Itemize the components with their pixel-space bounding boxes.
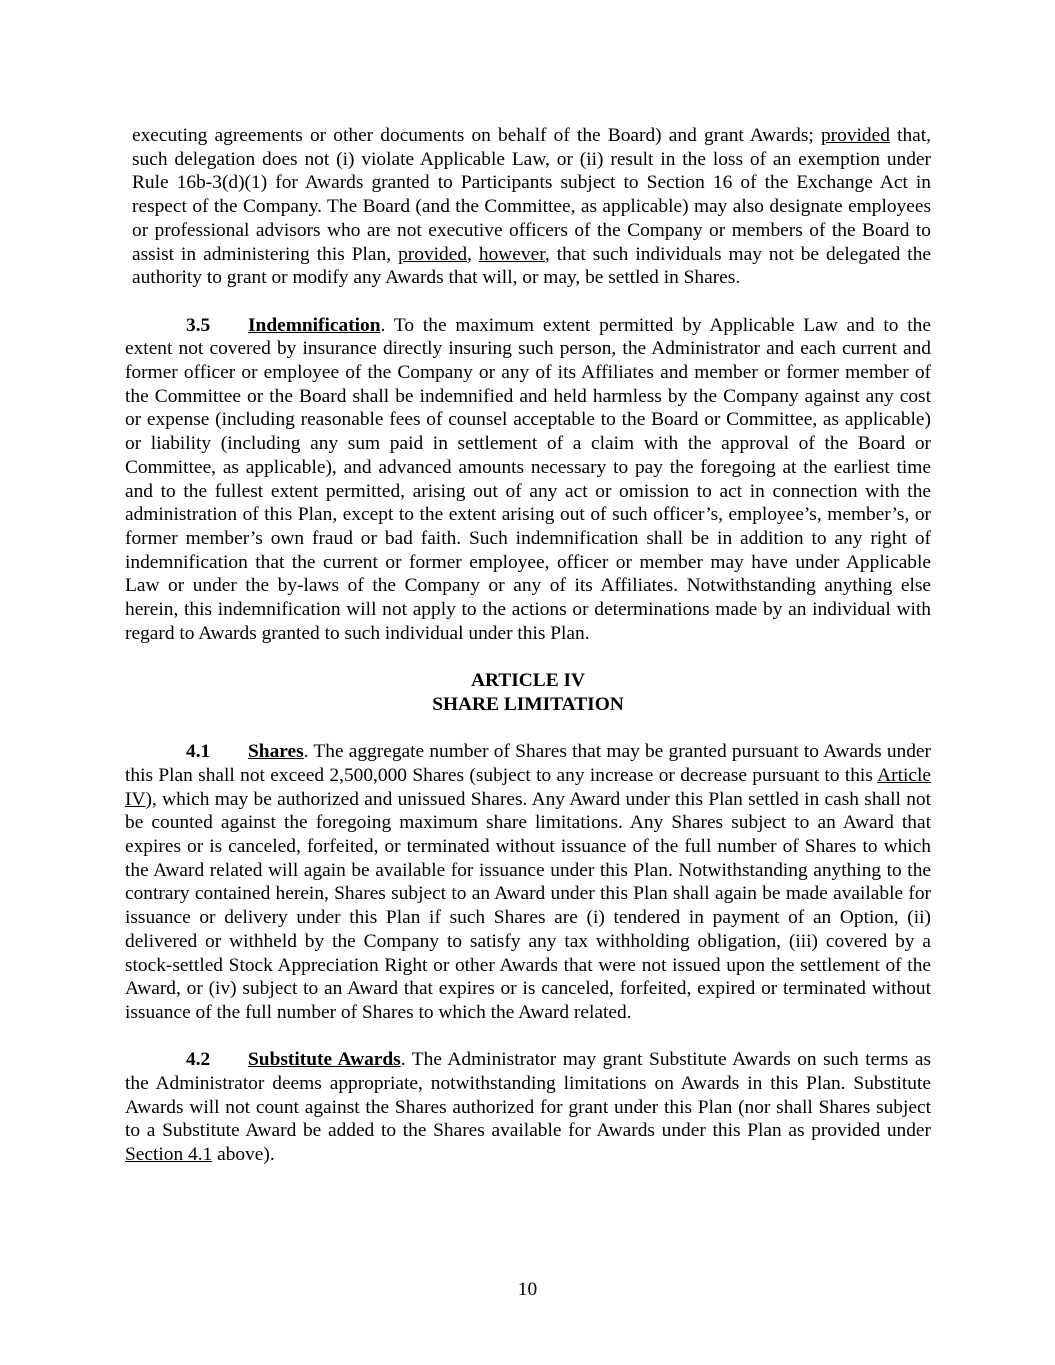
section-body: . The aggregate number of Shares that may be granted pursuant to Awards under this Plan shall not exceed 2,500,000 Shares (subject to any increase or decrease pursuant to this [125, 741, 931, 786]
section-title: Indemnification [248, 314, 381, 336]
section-number: 3.5 [186, 314, 211, 336]
continuation-paragraph [125, 124, 931, 290]
text: , [467, 243, 479, 265]
section-4-1-shares [125, 740, 931, 1024]
provided-term: provided [820, 125, 890, 146]
page-number: 10 [517, 1279, 538, 1300]
section-4-1-link[interactable]: Section 4.1 [125, 1144, 213, 1166]
article-label: ARTICLE IV [470, 670, 586, 692]
section-title: Substitute Awards [248, 1049, 401, 1071]
section-number: 4.1 [186, 741, 211, 763]
section-number: 4.2 [186, 1049, 211, 1071]
section-body: . The Administrator may grant Substitute Awards on such terms as the Administrator deems appropriate, notwithstanding limitations on Awards in this Plan. Substitute Awards will not count against the Shares authorized for grant under this Plan (nor shall Shares subject to a Substitute Award be added to the Shares available for Awards under this Plan as provided under [125, 1049, 931, 1142]
section-body: above). [212, 1144, 275, 1166]
article-heading [125, 669, 931, 716]
section-body: ), which may be authorized and unissued Shares. Any Award under this Plan settled in cash shall not be counted against the foregoing maximum share limitations. Any Shares subject to an Award that expires or is canceled, forfeited, or terminated without issuance of the full number of Shares to which the Award related will again be available for issuance under this Plan. Notwithstanding anything to the contrary contained herein, Shares subject to an Award under this Plan shall again be made available for issuance or delivery under this Plan if such Shares are (i) tendered in payment of an Option, (ii) delivered or withheld by the Company to satisfy any tax withholding obligation, (iii) covered by a stock-settled Stock Appreciation Right or other Awards that were not issued upon the settlement of the Award, or (iv) subject to an Award that expires or is canceled, forfeited, expired or terminated without issuance of the full number of Shares to which the Award related. [125, 788, 931, 1023]
text: that, such delegation does not (i) violate Applicable Law, or (ii) result in the loss of an exemption under Rule 16b-3(d)(1) for Awards granted to Participants subject to Section 16 of the Exchange Act in respect of the Company. The Board (and the Committee, as applicable) may also designate employees or professional advisors who are not executive officers of the Company or members of the Board to assist in administering this Plan, [132, 125, 931, 265]
section-title: Shares [248, 741, 304, 763]
section-4-2-substitute-awards [125, 1048, 931, 1167]
text: executing agreements or other documents on behalf of the Board) and grant Awards; [132, 125, 821, 146]
provided-term: provided [398, 243, 468, 265]
however-term: however [478, 243, 545, 265]
article-title: SHARE LIMITATION [432, 693, 624, 715]
document-page [125, 124, 931, 1191]
article-iv-link[interactable]: Article IV [125, 764, 931, 810]
section-3-5-indemnification [125, 314, 931, 646]
section-body: . To the maximum extent permitted by Applicable Law and to the extent not covered by insurance directly insuring such person, the Administrator and each current and former officer or employee of the Company or any of its Affiliates and member or former member of the Committee or the Board shall be indemnified and held harmless by the Company against any cost or expense (including reasonable fees of counsel acceptable to the Board or Committee, as applicable) or liability (including any sum paid in settlement of a claim with the approval of the Board or Committee, as applicable), and advanced amounts necessary to pay the foregoing at the earliest time and to the fullest extent permitted, arising out of any act or omission to act in connection with the administration of this Plan, except to the extent arising out of such officer’s, employee’s, member’s, or former member’s own fraud or bad faith. Such indemnification shall be in addition to any right of indemnification that the current or former employee, officer or member may have under Applicable Law or under the by-laws of the Company or any of its Affiliates. Notwithstanding anything else herein, this indemnification will not apply to the actions or determinations made by an individual with regard to Awards granted to such individual under this Plan. [125, 314, 931, 644]
text: , that such individuals may not be delegated the authority to grant or modify any Awards that will, or may, be settled in Shares. [132, 243, 931, 289]
